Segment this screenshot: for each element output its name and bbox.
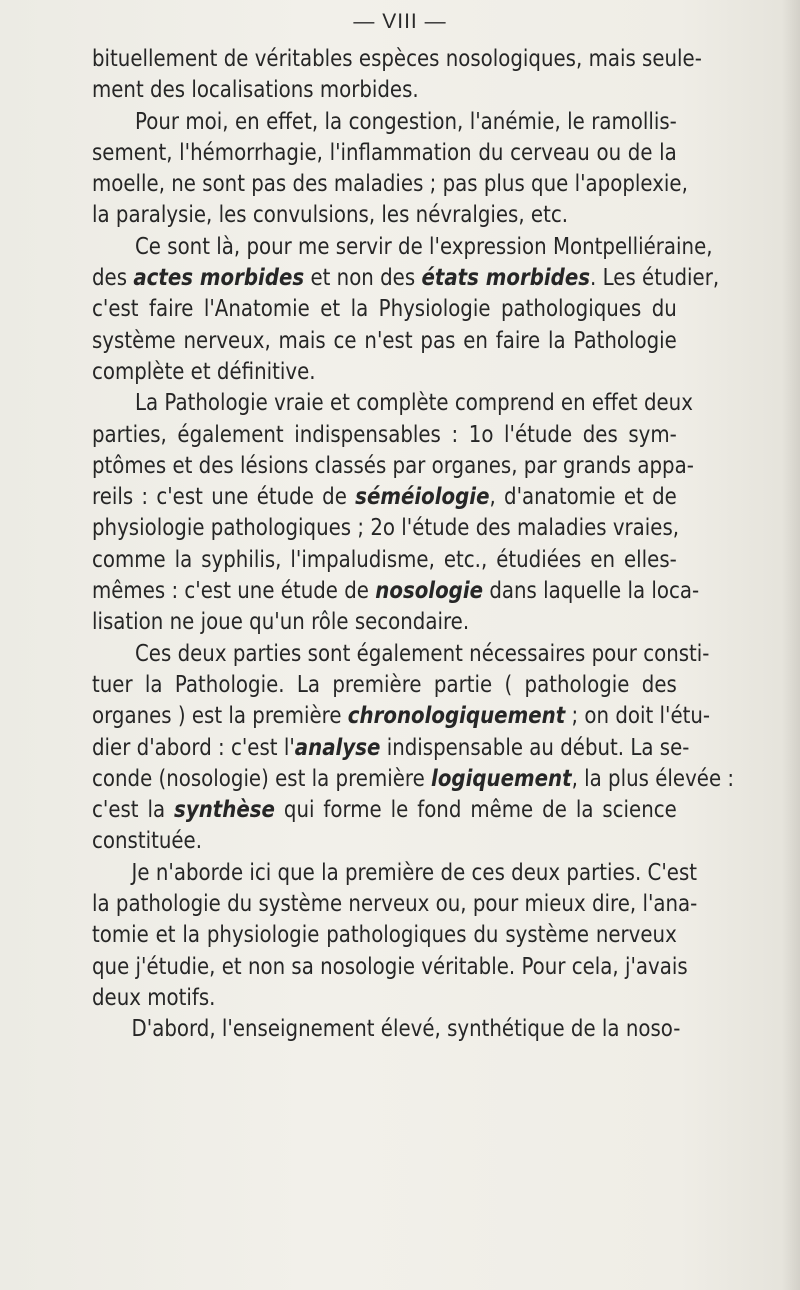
text-line: constituée.: [92, 828, 202, 855]
text-line: c'est la synthèse qui forme le fond même de la science: [92, 797, 677, 824]
text-line: Je n'aborde ici que la première de ces deux parties. C'est: [131, 859, 698, 886]
text-line: la paralysie, les convulsions, les névralgies, etc.: [92, 202, 569, 229]
text-line: système nerveux, mais ce n'est pas en faire la Pathologie: [92, 327, 677, 354]
text-line: c'est faire l'Anatomie et la Physiologie pathologiques du: [92, 296, 677, 323]
text-line: tomie et la physiologie pathologiques du système nerveux: [92, 922, 677, 949]
italic-term: états morbides: [421, 265, 591, 292]
italic-term: actes morbides: [133, 265, 305, 292]
text-line: La Pathologie vraie et complète comprend en effet deux: [135, 390, 693, 417]
text-line: deux motifs.: [92, 984, 216, 1011]
text-line: sement, l'hémorrhagie, l'inflammation du cerveau ou de la: [92, 139, 677, 166]
text-line: tuer la Pathologie. La première partie ( pathologie des: [92, 671, 677, 698]
text-line: ment des localisations morbides.: [92, 77, 419, 104]
text-line: comme la syphilis, l'impaludisme, etc., étudiées en elles-: [92, 546, 677, 573]
text-line: organes ) est la première chronologiquement ; on doit l'étu-: [92, 703, 711, 730]
italic-term: analyse: [294, 734, 381, 761]
text-line: Pour moi, en effet, la congestion, l'anémie, le ramollis-: [135, 108, 677, 135]
text-line: bituellement de véritables espèces nosologiques, mais seule-: [92, 46, 702, 72]
italic-term: logiquement: [431, 765, 572, 792]
text-line: ptômes et des lésions classés par organes, par grands appa-: [92, 452, 694, 479]
italic-term: séméiologie: [355, 484, 490, 511]
text-line: mêmes : c'est une étude de nosologie dans laquelle la loca-: [92, 578, 700, 605]
text-line: conde (nosologie) est la première logiquement, la plus élevée :: [92, 765, 735, 792]
text-line: parties, également indispensables : 1o l'étude des sym-: [92, 421, 677, 448]
italic-term: synthèse: [174, 797, 275, 824]
text-line: des actes morbides et non des états morbides. Les étudier,: [92, 265, 720, 292]
text-line: que j'étudie, et non sa nosologie véritable. Pour cela, j'avais: [92, 953, 688, 980]
page-edge-shadow: [782, 0, 800, 1290]
text-line: la pathologie du système nerveux ou, pour mieux dire, l'ana-: [92, 891, 698, 918]
text-line: reils : c'est une étude de séméiologie, d'anatomie et de: [92, 484, 677, 511]
text-line: dier d'abord : c'est l'analyse indispensable au début. La se-: [92, 734, 690, 761]
text-line: D'abord, l'enseignement élevé, synthétique de la noso-: [131, 1016, 681, 1043]
italic-term: nosologie: [375, 578, 484, 605]
text-line: Ce sont là, pour me servir de l'expression Montpelliéraine,: [135, 233, 713, 260]
italic-term: chronologiquement: [347, 703, 566, 730]
text-line: moelle, ne sont pas des maladies ; pas plus que l'apoplexie,: [92, 171, 688, 198]
text-line: lisation ne joue qu'un rôle secondaire.: [92, 609, 470, 636]
text-line: Ces deux parties sont également nécessaires pour consti-: [135, 640, 710, 667]
text-line: physiologie pathologiques ; 2o l'étude des maladies vraies,: [92, 515, 680, 542]
body-text: [92, 44, 735, 1046]
page-number-header: — VIII —: [353, 10, 447, 33]
text-line: complète et définitive.: [92, 358, 316, 385]
